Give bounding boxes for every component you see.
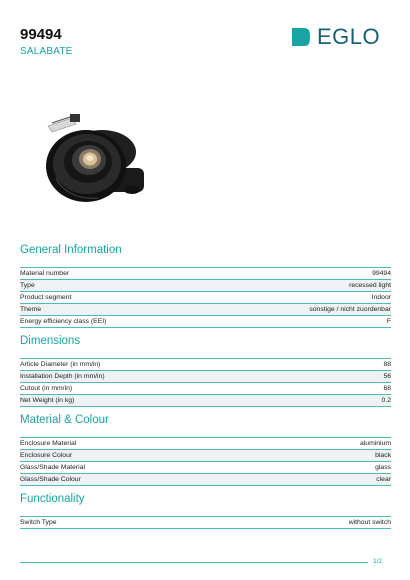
spec-row	[20, 395, 391, 407]
spec-row	[20, 437, 391, 450]
product-name: SALABATE	[20, 46, 73, 57]
spec-value: clear	[376, 476, 391, 483]
spec-label: Article Diameter (in mm/in)	[20, 361, 101, 368]
spec-row	[20, 358, 391, 371]
spec-value: black	[375, 452, 391, 459]
spec-value: glass	[375, 464, 391, 471]
spec-value: Indoor	[371, 294, 391, 301]
functionality-title: Functionality	[20, 493, 85, 505]
spec-value: 0.2	[381, 397, 391, 404]
spec-label: Material number	[20, 270, 70, 277]
spec-label: Installation Depth (in mm/in)	[20, 373, 105, 380]
spec-row	[20, 304, 391, 316]
spec-label: Net Weight (in kg)	[20, 397, 75, 404]
spec-label: Energy efficiency class (EEI)	[20, 318, 107, 325]
spec-row	[20, 474, 391, 486]
spec-label: Cutout (in mm/in)	[20, 385, 73, 392]
spec-row	[20, 280, 391, 292]
page-number: 1/2	[373, 558, 383, 565]
spec-row	[20, 267, 391, 280]
spec-row	[20, 450, 391, 462]
functionality-table	[20, 516, 391, 529]
eglo-mark-icon	[290, 26, 312, 48]
spec-value: 88	[383, 361, 391, 368]
spec-value: 56	[383, 373, 391, 380]
article-number: 99494	[20, 26, 62, 43]
general-information-table	[20, 267, 391, 328]
eglo-logo	[290, 26, 394, 48]
logo-text: EGLO	[317, 24, 381, 49]
material-colour-table	[20, 437, 391, 486]
spec-label: Type	[20, 282, 35, 289]
spec-value: 68	[383, 385, 391, 392]
spec-row	[20, 292, 391, 304]
general-information-title: General Information	[20, 244, 122, 256]
dimensions-title: Dimensions	[20, 335, 81, 347]
dimensions-table	[20, 358, 391, 407]
spec-label: Glass/Shade Colour	[20, 476, 81, 483]
spec-row	[20, 371, 391, 383]
material-colour-title: Material & Colour	[20, 414, 109, 426]
product-image	[40, 108, 158, 210]
spec-label: Enclosure Colour	[20, 452, 73, 459]
spec-value: recessed light	[349, 282, 391, 289]
spec-row	[20, 462, 391, 474]
spec-value: aluminium	[360, 440, 391, 447]
spec-value: without switch	[348, 519, 391, 526]
spec-value: 99494	[372, 270, 391, 277]
spec-row	[20, 383, 391, 395]
spec-label: Product segment	[20, 294, 72, 301]
spec-row	[20, 316, 391, 328]
spec-row	[20, 516, 391, 529]
spec-label: Glass/Shade Material	[20, 464, 85, 471]
footer-divider	[20, 562, 368, 563]
spec-value: F	[386, 318, 391, 325]
spec-label: Switch Type	[20, 519, 57, 526]
spec-value: sonstige / nicht zuordenbar	[309, 306, 391, 313]
spec-label: Theme	[20, 306, 42, 313]
spec-label: Enclosure Material	[20, 440, 77, 447]
